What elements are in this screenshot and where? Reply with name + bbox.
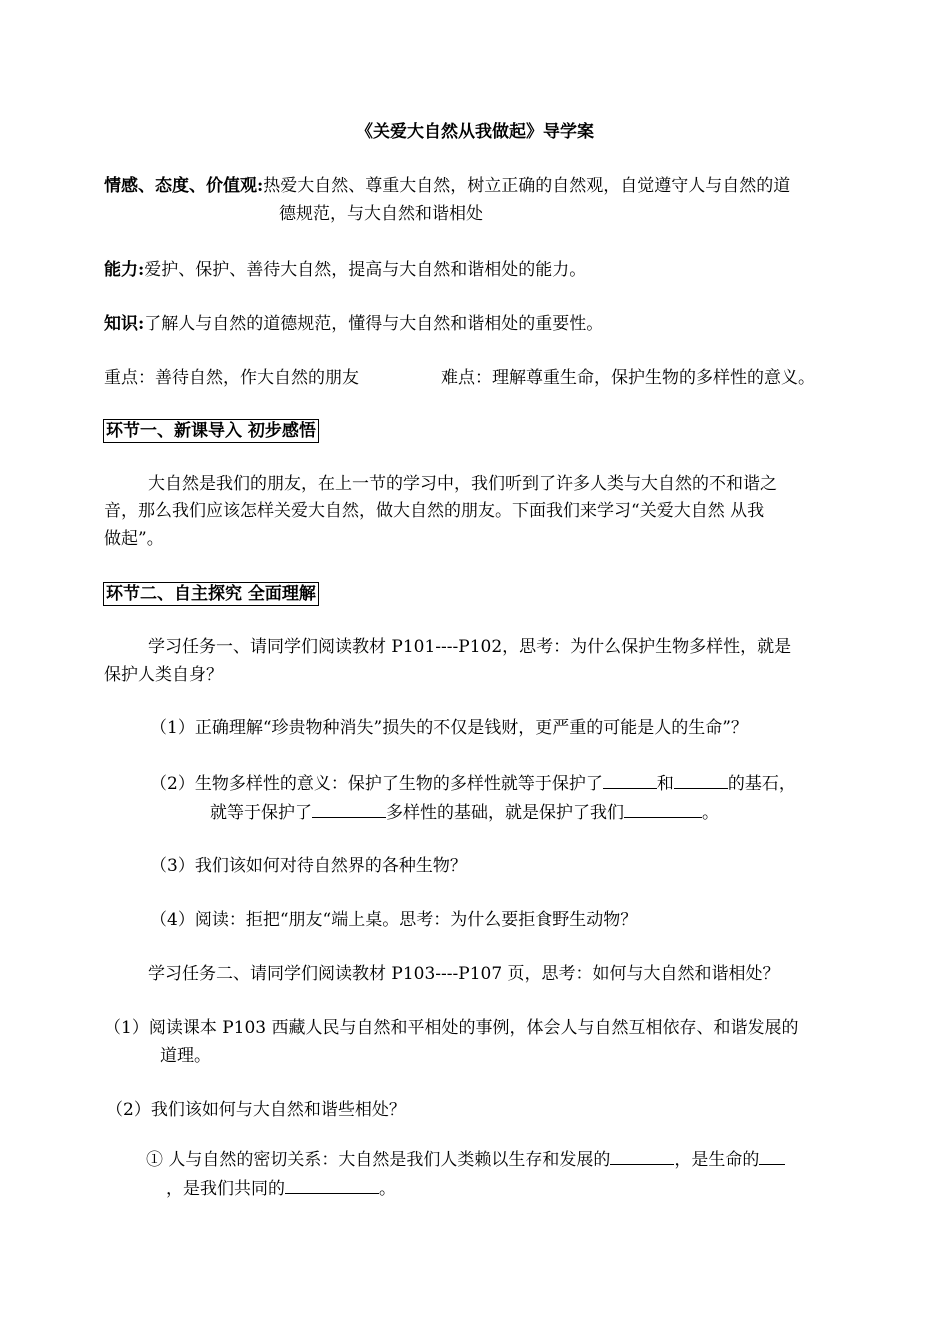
q2-text-b: 和 [656,774,674,794]
task1-line2: 保护人类自身？ [104,665,223,685]
values-text-line1: 热爱大自然、尊重大自然，树立正确的自然观，自觉遵守人与自然的道 [263,176,791,196]
fill-blank[interactable] [285,1175,379,1194]
task2-question-2-item1-line2 [166,1175,396,1201]
item1-text-d: 。 [379,1179,396,1199]
values-objective [104,174,790,198]
section1-para-line2: 音，那么我们应该怎样关爱大自然，做大自然的朋友。下面我们来学习“关爱大自然 从我 [104,501,765,521]
fill-blank[interactable] [610,1146,674,1165]
fill-blank[interactable] [624,799,702,818]
values-label: 情感、态度、价值观: [104,176,264,196]
q2-text-c: 的基石， [727,774,796,794]
ability-text: 爱护、保护、善待大自然，提高与大自然和谐相处的能力。 [144,260,587,280]
section1-para-line3: 做起”。 [104,529,164,549]
page-title: 《关爱大自然从我做起》导学案 [356,122,594,142]
question-1: （1）正确理解“珍贵物种消失”损失的不仅是钱财，更严重的可能是人的生命”？ [150,718,748,738]
q2-text-f: 。 [702,803,719,823]
section1-para-line1: 大自然是我们的朋友，在上一节的学习中，我们听到了许多人类与大自然的不和谐之 [148,474,777,494]
difficult-point: 难点：理解尊重生命，保护生物的多样性的意义。 [441,368,815,388]
question-2-line2 [210,799,719,825]
question-2-line1 [150,770,796,796]
task2-question-1-line1: （1）阅读课本 P103 西藏人民与自然和平相处的事例，体会人与自然互相依存、和谐发展的 [104,1018,799,1038]
q2-text-d: 就等于保护了 [210,803,312,823]
key-point: 重点：善待自然，作大自然的朋友 [104,368,359,388]
knowledge-objective [104,312,603,336]
q2-text-a: （2）生物多样性的意义：保护了生物的多样性就等于保护了 [150,774,603,794]
task1-line1: 学习任务一、请同学们阅读教材 P101----P102，思考：为什么保护生物多样性，就是 [148,637,792,657]
item1-text-a: ① 人与自然的密切关系：大自然是我们人类赖以生存和发展的 [146,1150,611,1170]
values-text-line2: 德规范，与大自然和谐相处 [279,204,483,224]
question-4: （4）阅读：拒把“朋友“端上桌。思考：为什么要拒食野生动物？ [150,910,638,930]
question-3: （3）我们该如何对待自然界的各种生物？ [150,856,467,876]
fill-blank[interactable] [674,770,728,789]
ability-objective [104,258,586,282]
knowledge-text: 了解人与自然的道德规范，懂得与大自然和谐相处的重要性。 [144,314,604,334]
q2-text-e: 多样性的基础，就是保护了我们 [386,803,624,823]
fill-blank[interactable] [759,1146,785,1165]
item1-text-c: ，是我们共同的 [166,1179,285,1199]
fill-blank[interactable] [312,799,386,818]
task2-line: 学习任务二、请同学们阅读教材 P103----P107 页，思考：如何与大自然和谐相处？ [148,964,780,984]
task2-question-1-line2: 道理。 [160,1046,211,1066]
task2-question-2-item1-line1 [146,1146,785,1172]
section2-heading: 环节二、自主探究 全面理解 [103,582,319,606]
fill-blank[interactable] [603,770,657,789]
item1-text-b: ，是生命的 [674,1150,760,1170]
task2-question-2: （2）我们该如何与大自然和谐些相处？ [106,1100,406,1120]
ability-label: 能力: [104,260,145,280]
knowledge-label: 知识: [104,314,145,334]
section1-heading: 环节一、新课导入 初步感悟 [103,419,319,443]
